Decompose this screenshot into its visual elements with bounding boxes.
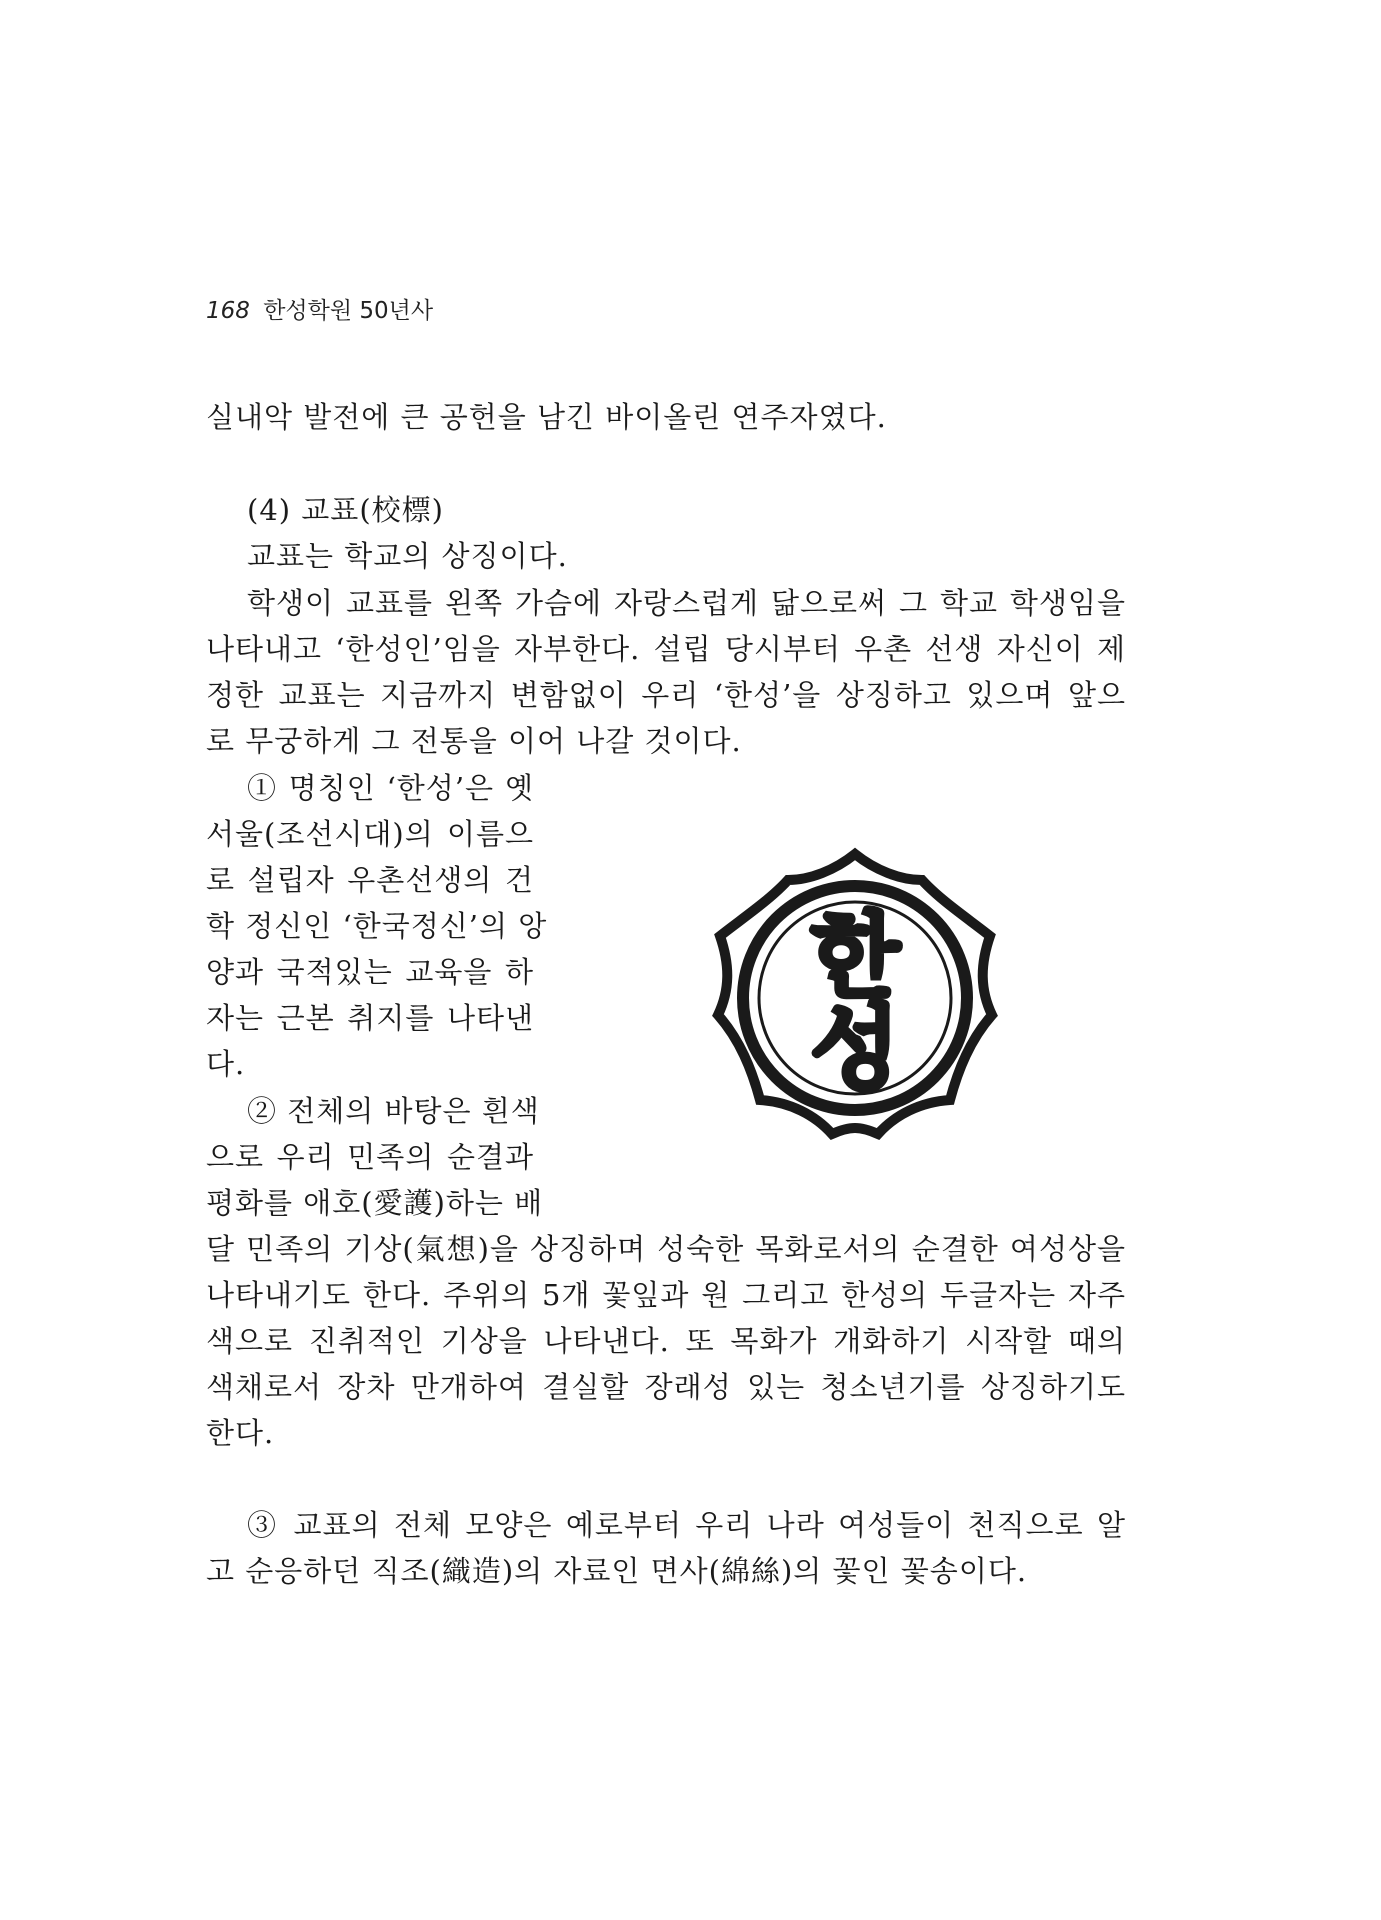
school-emblem: [700, 840, 1010, 1150]
intro-line: 실내악 발전에 큰 공헌을 남긴 바이올린 연주자였다.: [206, 400, 887, 434]
item1-line: 로 설립자 우촌선생의 건: [206, 863, 534, 897]
item2-line: 나타내기도 한다. 주위의 5개 꽃잎과 원 그리고 한성의 두글자는 자주: [206, 1278, 1126, 1312]
item1-line: 자는 근본 취지를 나타낸: [206, 1001, 534, 1035]
item1-line: 서울(조선시대)의 이름으: [206, 817, 534, 851]
item2-line: 색으로 진취적인 기상을 나타낸다. 또 목화가 개화하기 시작할 때의: [206, 1324, 1126, 1358]
item1-line: 다.: [206, 1047, 246, 1081]
emblem-text-bottom: 성: [810, 995, 900, 1102]
para1-line: 나타내고 ‘한성인’임을 자부한다. 설립 당시부터 우촌 선생 자신이 제: [206, 632, 1126, 666]
emblem-text-top: 한: [810, 903, 900, 1010]
item2-line: ② 전체의 바탕은 흰색: [247, 1094, 540, 1128]
para1-line: 로 무궁하게 그 전통을 이어 나갈 것이다.: [206, 724, 742, 758]
item1-line: ① 명칭인 ‘한성’은 옛: [247, 771, 534, 805]
section-lead: 교표는 학교의 상징이다.: [247, 539, 568, 573]
running-header: [206, 292, 433, 325]
section-heading: (4) 교표(校標): [247, 493, 444, 527]
para1-line: 학생이 교표를 왼쪽 가슴에 자랑스럽게 닮으로써 그 학교 학생임을: [247, 586, 1126, 620]
item2-line: 으로 우리 민족의 순결과: [206, 1140, 534, 1174]
item2-line: 한다.: [206, 1416, 275, 1450]
item2-line: 달 민족의 기상(氣想)을 상징하며 성숙한 목화로서의 순결한 여성상을: [206, 1232, 1126, 1266]
item3-line: 고 순응하던 직조(織造)의 자료인 면사(綿絲)의 꽃인 꽃송이다.: [206, 1554, 1028, 1588]
item2-line: 색채로서 장차 만개하여 결실할 장래성 있는 청소년기를 상징하기도: [206, 1370, 1126, 1404]
book-title: 한성학원 50년사: [263, 298, 434, 324]
item3-line: ③ 교표의 전체 모양은 예로부터 우리 나라 여성들이 천직으로 알: [247, 1508, 1126, 1542]
item2-line: 평화를 애호(愛護)하는 배: [206, 1186, 544, 1220]
item1-line: 학 정신인 ‘한국정신’의 앙: [206, 909, 548, 943]
item1-line: 양과 국적있는 교육을 하: [206, 955, 534, 989]
para1-line: 정한 교표는 지금까지 변함없이 우리 ‘한성’을 상징하고 있으며 앞으: [206, 678, 1126, 712]
page-number: 168: [206, 298, 250, 324]
